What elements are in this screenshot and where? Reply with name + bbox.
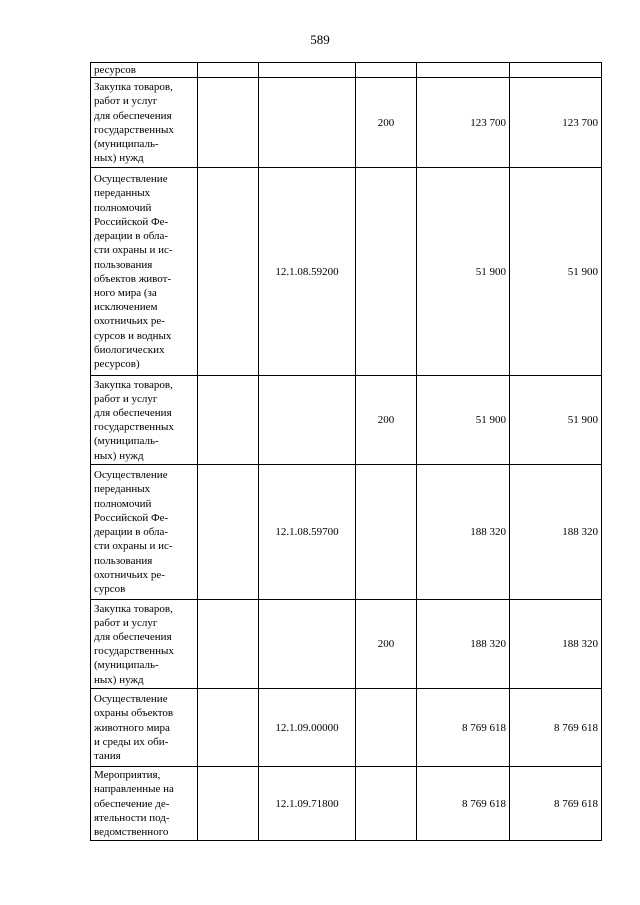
row-section (198, 600, 259, 689)
row-section (198, 78, 259, 168)
table-row (91, 63, 602, 78)
row-target-code: 12.1.08.59200 (259, 168, 356, 376)
row-target-code (259, 376, 356, 465)
table-row (91, 689, 602, 767)
row-amount-1: 51 900 (417, 376, 510, 465)
budget-table (90, 62, 602, 841)
table-row (91, 78, 602, 168)
row-section (198, 168, 259, 376)
row-name: Закупка товаров, работ и услуг для обеспечения государственных (муниципаль- ных) нужд (91, 376, 198, 465)
row-name: Осуществление переданных полномочий Российской Фе- дерации в обла- сти охраны и ис- пользования объектов живот- ного мира (за исключением охотничьих ре- сурсов и водных биологических ресурсов) (91, 168, 198, 376)
row-expense-type: 200 (356, 600, 417, 689)
row-name: Закупка товаров, работ и услуг для обеспечения государственных (муниципаль- ных) нужд (91, 600, 198, 689)
row-amount-2: 51 900 (510, 376, 602, 465)
row-amount-2: 188 320 (510, 465, 602, 600)
row-section (198, 689, 259, 767)
row-name: ресурсов (91, 63, 198, 78)
row-amount-2 (510, 63, 602, 78)
row-section (198, 767, 259, 841)
row-expense-type (356, 465, 417, 600)
table-row (91, 376, 602, 465)
table-row (91, 767, 602, 841)
row-amount-1: 188 320 (417, 600, 510, 689)
row-amount-2: 8 769 618 (510, 689, 602, 767)
table-row (91, 600, 602, 689)
row-target-code (259, 78, 356, 168)
row-expense-type (356, 63, 417, 78)
row-amount-2: 8 769 618 (510, 767, 602, 841)
row-section (198, 63, 259, 78)
row-amount-1: 51 900 (417, 168, 510, 376)
row-expense-type (356, 689, 417, 767)
row-amount-1: 8 769 618 (417, 689, 510, 767)
row-expense-type: 200 (356, 376, 417, 465)
row-amount-2: 188 320 (510, 600, 602, 689)
table-row (91, 168, 602, 376)
row-section (198, 465, 259, 600)
row-expense-type (356, 767, 417, 841)
row-expense-type: 200 (356, 78, 417, 168)
row-name: Мероприятия, направленные на обеспечение де- ятельности под- ведомственного (91, 767, 198, 841)
row-amount-2: 51 900 (510, 168, 602, 376)
row-amount-1: 8 769 618 (417, 767, 510, 841)
row-target-code: 12.1.08.59700 (259, 465, 356, 600)
page-number: 589 (310, 32, 330, 47)
row-amount-2: 123 700 (510, 78, 602, 168)
row-target-code: 12.1.09.71800 (259, 767, 356, 841)
row-name: Закупка товаров, работ и услуг для обеспечения государственных (муниципаль- ных) нужд (91, 78, 198, 168)
row-target-code (259, 63, 356, 78)
row-expense-type (356, 168, 417, 376)
row-amount-1: 188 320 (417, 465, 510, 600)
row-amount-1: 123 700 (417, 78, 510, 168)
table-row (91, 465, 602, 600)
row-section (198, 376, 259, 465)
row-name: Осуществление переданных полномочий Российской Фе- дерации в обла- сти охраны и ис- пользования охотничьих ре- сурсов (91, 465, 198, 600)
row-name: Осуществление охраны объектов животного мира и среды их оби- тания (91, 689, 198, 767)
row-target-code: 12.1.09.00000 (259, 689, 356, 767)
row-target-code (259, 600, 356, 689)
row-amount-1 (417, 63, 510, 78)
